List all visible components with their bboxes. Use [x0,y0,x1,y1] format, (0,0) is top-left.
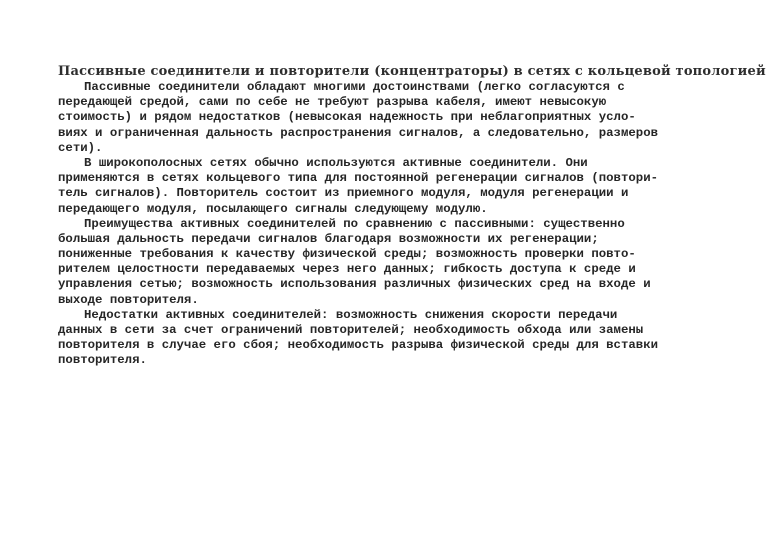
text-line: выходе повторителя. [58,292,199,307]
text-line: большая дальность передачи сигналов благодаря возможности их регенерации; [58,231,599,246]
paragraph-active-connectors [58,156,670,217]
text-line: управления сетью; возможность использования различных физических сред на входе и [58,277,651,292]
text-line: виях и ограниченная дальность распространения сигналов, а следовательно, размеров [58,125,659,140]
text-line: В широкополосных сетях обычно используются активные соединители. Они [84,155,588,170]
text-line: тель сигналов). Повторитель состоит из приемного модуля, модуля регенерации и [58,186,629,201]
text-line: применяются в сетях кольцевого типа для постоянной регенерации сигналов (повтори- [58,171,659,186]
text-line: Пассивные соединители обладают многими достоинствами (легко согласуются с [84,80,625,94]
body-text [58,80,670,369]
paragraph-disadvantages [58,308,670,369]
paragraph-passive-connectors [58,80,670,156]
text-line: Преимущества активных соединителей по сравнению с пассивными: существенно [84,216,625,231]
text-line: Недостатки активных соединителей: возможность снижения скорости передачи [84,307,618,322]
text-line: передающего модуля, посылающего сигналы следующему модулю. [58,201,488,216]
text-line: стоимость) и рядом недостатков (невысокая надежность при неблагоприятных усло- [58,110,636,125]
text-line: пониженные требования к качеству физической среды; возможность проверки повто- [58,247,636,262]
cut-off-top-line-text: Пассивные соединители и повторители (концентраторы) в сетях с кольцевой топологией [58,64,766,79]
paragraph-advantages [58,217,670,308]
text-line: данных в сети за счет ограничений повторителей; необходимость обхода или замены [58,323,644,337]
text-line: повторителя. [58,353,147,368]
text-line: сети). [58,140,103,155]
text-line: рителем целостности передаваемых через него данных; гибкость доступа к среде и [58,262,636,277]
cut-off-top-line [58,64,766,79]
text-line: передающей средой, сами по себе не требуют разрыва кабеля, имеют невысокую [58,95,607,110]
text-line: повторителя в случае его сбоя; необходимость разрыва физической среды для вставки [58,338,659,353]
